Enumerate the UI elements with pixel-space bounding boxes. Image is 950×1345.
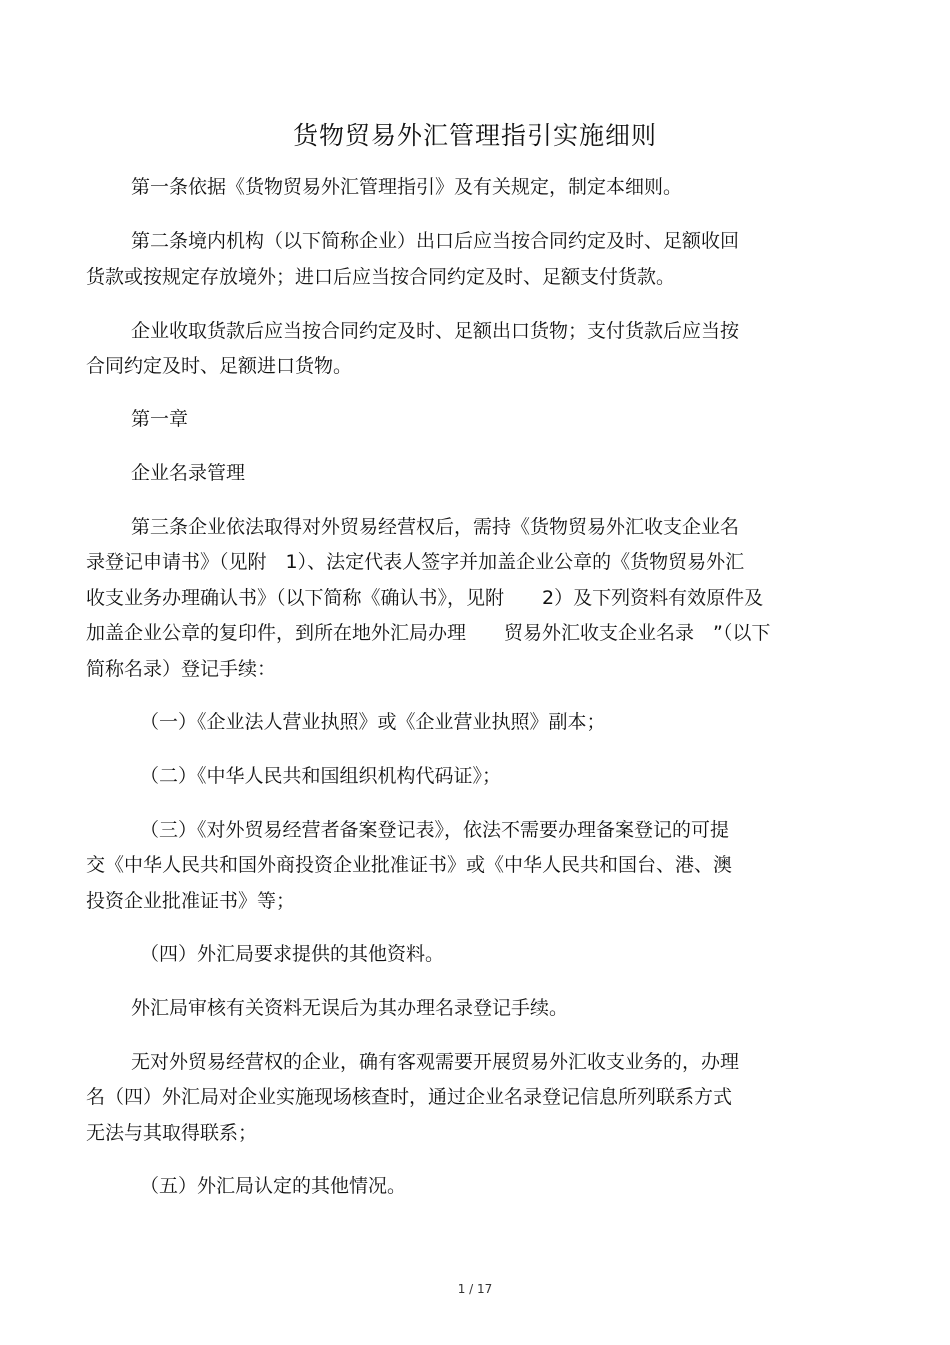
list-item: （三）《对外贸易经营者备案登记表》，依法不需要办理备案登记的可提 xyxy=(140,819,730,841)
list-item: （四）外汇局要求提供的其他资料。 xyxy=(140,943,445,965)
list-item-continuation: 投资企业批准证书》等； xyxy=(86,890,296,912)
paragraph-line: 加盖企业公章的复印件，到所在地外汇局办理 贸易外汇收支企业名录 ”（以下 xyxy=(86,622,771,644)
paragraph-line: 第三条企业依法取得对外贸易经营权后，需持《货物贸易外汇收支企业名 xyxy=(131,516,740,538)
page-number: 1 / 17 xyxy=(457,1282,493,1296)
list-item: （五）外汇局认定的其他情况。 xyxy=(140,1175,407,1197)
paragraph-line: 收支业务办理确认书》（以下简称《确认书》，见附 2）及下列资料有效原件及 xyxy=(86,587,764,609)
paragraph-line: 合同约定及时、足额进口货物。 xyxy=(86,355,353,377)
chapter-heading: 第一章 xyxy=(131,408,189,430)
paragraph-line: 名（四）外汇局对企业实施现场核查时，通过企业名录登记信息所列联系方式 xyxy=(86,1086,733,1108)
page-title: 货物贸易外汇管理指引实施细则 xyxy=(292,121,657,150)
paragraph-line: 第一条依据《货物贸易外汇管理指引》及有关规定，制定本细则。 xyxy=(131,176,683,198)
list-item-continuation: 交《中华人民共和国外商投资企业批准证书》或《中华人民共和国台、港、澳 xyxy=(86,854,733,876)
paragraph-line: 无法与其取得联系； xyxy=(86,1122,258,1144)
paragraph-line: 货款或按规定存放境外；进口后应当按合同约定及时、足额支付货款。 xyxy=(86,266,676,288)
paragraph-line: 录登记申请书》（见附 1）、法定代表人签字并加盖企业公章的《货物贸易外汇 xyxy=(86,551,745,573)
paragraph-line: 无对外贸易经营权的企业，确有客观需要开展贸易外汇收支业务的，办理 xyxy=(131,1051,740,1073)
list-item: （二）《中华人民共和国组织机构代码证》； xyxy=(140,765,502,787)
list-item: （一）《企业法人营业执照》或《企业营业执照》副本； xyxy=(140,711,606,733)
paragraph-line: 企业收取货款后应当按合同约定及时、足额出口货物；支付货款后应当按 xyxy=(131,320,740,342)
paragraph-line: 第二条境内机构（以下简称企业）出口后应当按合同约定及时、足额收回 xyxy=(131,230,740,252)
section-heading: 企业名录管理 xyxy=(131,462,246,484)
paragraph-line: 外汇局审核有关资料无误后为其办理名录登记手续。 xyxy=(131,997,569,1019)
paragraph-line: 简称名录）登记手续： xyxy=(86,658,277,680)
